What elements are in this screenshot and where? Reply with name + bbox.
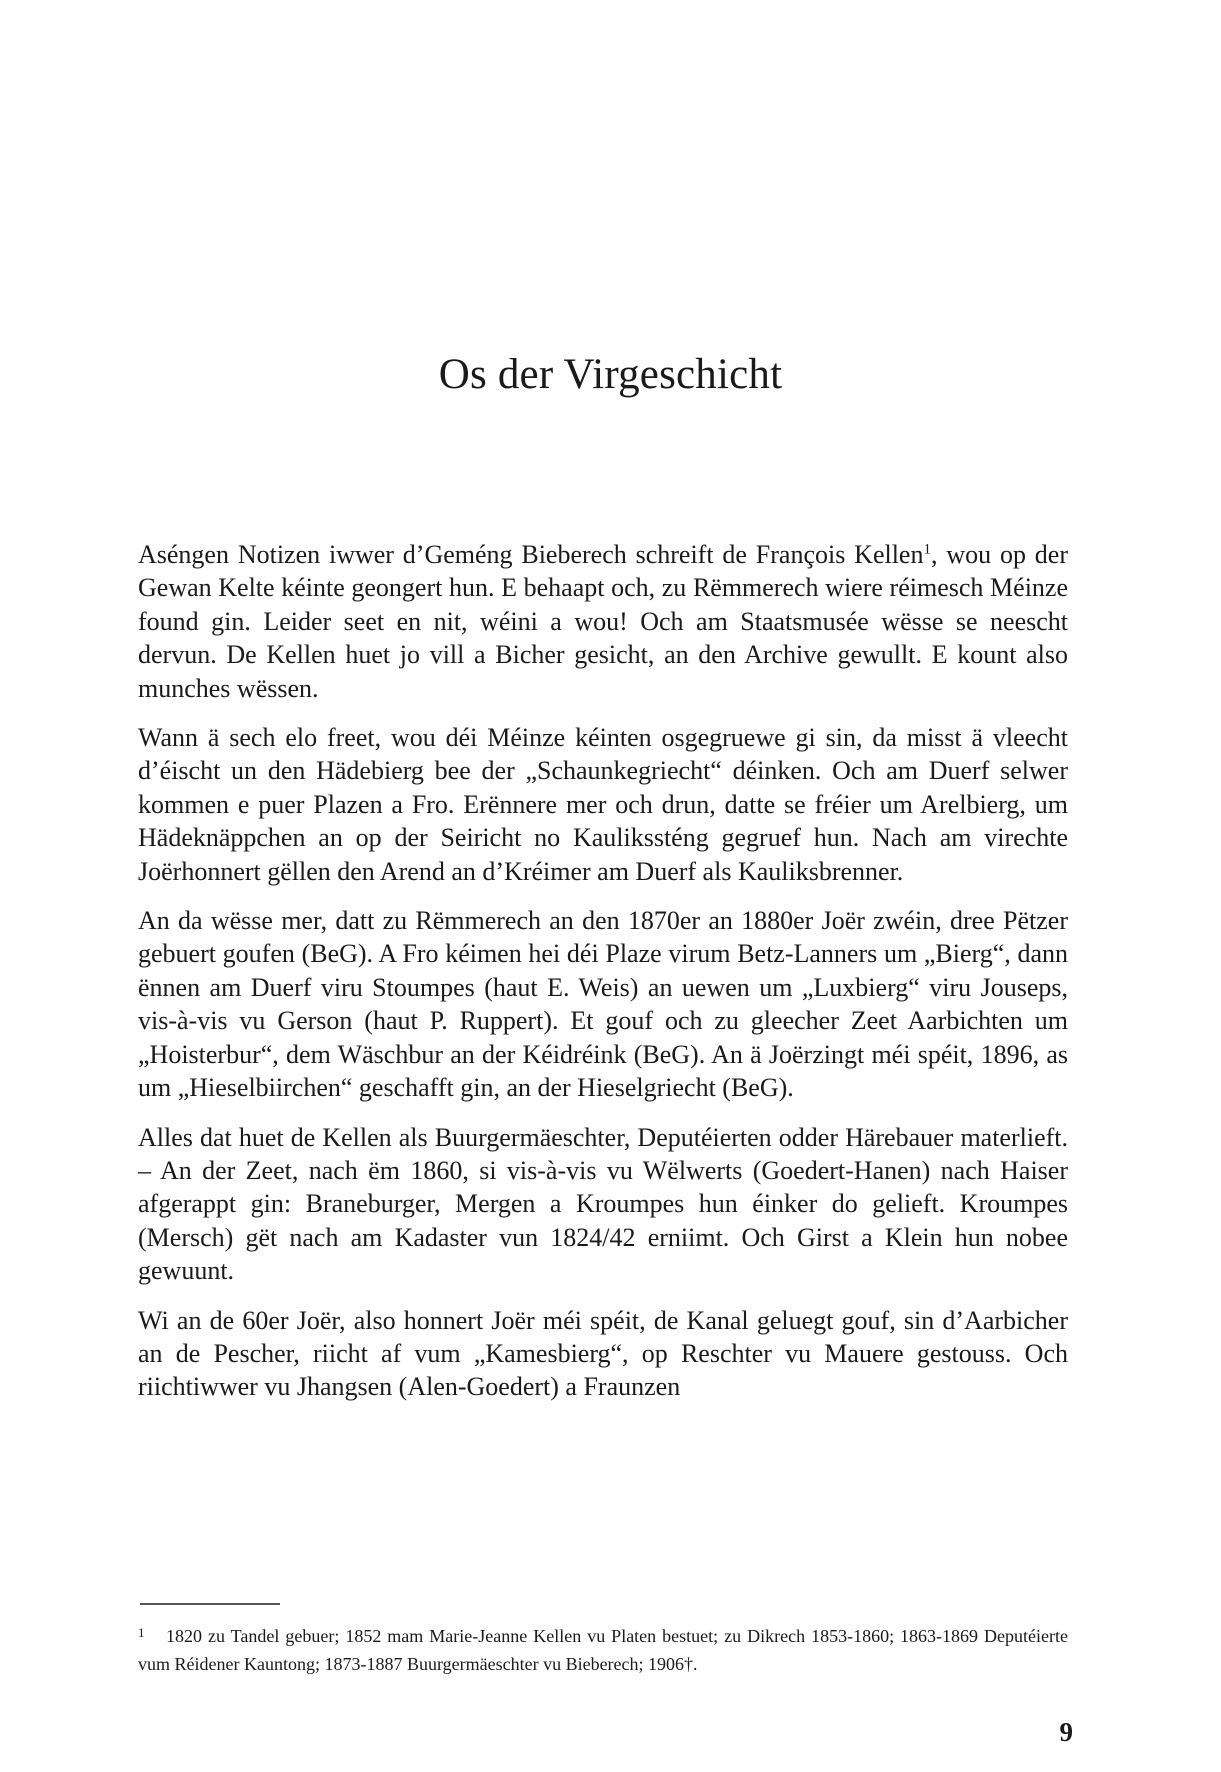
paragraph-5: Wi an de 60er Joër, also honnert Joër méi spéit, de Kanal geluegt gouf, sin d’Aarbicher an de Pescher, riicht af vum „Kamesbierg“, op Reschter vu Mauere gestouss. Och riichtiwwer vu Jhangsen (Alen-Goedert) a Fraunzen <box>138 1305 1068 1402</box>
paragraph-1 <box>138 538 1068 705</box>
footnote-divider <box>140 1603 280 1605</box>
paragraph-1-start: Aséngen Notizen iwwer d’Geméng Bieberech schreift de François Kellen <box>138 540 924 569</box>
paragraph-2: Wann ä sech elo freet, wou déi Méinze kéinten osgegruewe gi sin, da misst ä vleecht d’éischt un den Hädebierg bee der „Schaunkegriecht“ déinken. Och am Duerf selwer kommen e puer Plazen a Fro. Erënnere mer och drun, datte se fréier um Arelbierg, um Hädeknäppchen an op der Seiricht no Kaulikssténg gegruef hun. Nach am virechte Joërhonnert gëllen den Arend an d’Kréimer am Duerf als Kauliksbrenner. <box>138 723 1068 886</box>
page-number: 9 <box>1059 1717 1073 1747</box>
footnote <box>138 1622 1068 1678</box>
paragraph-3: An da wësse mer, datt zu Rëmmerech an den 1870er an 1880er Joër zwéin, dree Pëtzer gebuert goufen (BeG). A Fro kéimen hei déi Plaze virum Betz-Lanners um „Bierg“, dann ënnen am Duerf viru Stoumpes (haut E. Weis) an uewen um „Luxbierg“ viru Jouseps, vis-à-vis vu Gerson (haut P. Ruppert). Et gouf och zu gleecher Zeet Aarbichten um „Hoisterbur“, dem Wäschbur an der Kéidréink (BeG). An ä Joërzingt méi spéit, 1896, as um „Hieselbiirchen“ geschafft gin, an der Hieselgriecht (BeG). <box>138 906 1068 1103</box>
footnote-text: 1820 zu Tandel gebuer; 1852 mam Marie-Jeanne Kellen vu Platen bestuet; zu Dikrech 1853-1860; 1863-1869 Deputéierte vum Réidener Kauntong; 1873-1887 Buurgermäeschter vu Bieberech; 1906†. <box>138 1626 1068 1674</box>
body-text <box>138 538 1068 1420</box>
paragraph-4: Alles dat huet de Kellen als Buurgermäeschter, Deputéierten odder Härebauer materlieft. – An der Zeet, nach ëm 1860, si vis-à-vis vu Wëlwerts (Goedert-Hanen) nach Haiser afgerappt gin: Braneburger, Mergen a Kroumpes hun éinker do gelieft. Kroumpes (Mersch) gët nach am Kadaster vun 1824/42 erniimt. Och Girst a Klein hun nobee gewuunt. <box>138 1122 1068 1286</box>
chapter-title: Os der Virgeschicht <box>438 351 783 398</box>
footnote-mark: 1 <box>138 1625 145 1640</box>
paragraph-1-rest: , wou op der Gewan Kelte kéinte geongert hun. E behaapt och, zu Rëmmerech wiere réimesch Méinze found gin. Leider seet en nit, wéini a wou! Och am Staatsmusée wësse se neescht dervun. De Kellen huet jo vill a Bicher gesicht, an den Archive gewullt. E kount also munches wëssen. <box>138 540 1068 703</box>
footnote-reference[interactable]: 1 <box>923 541 931 558</box>
